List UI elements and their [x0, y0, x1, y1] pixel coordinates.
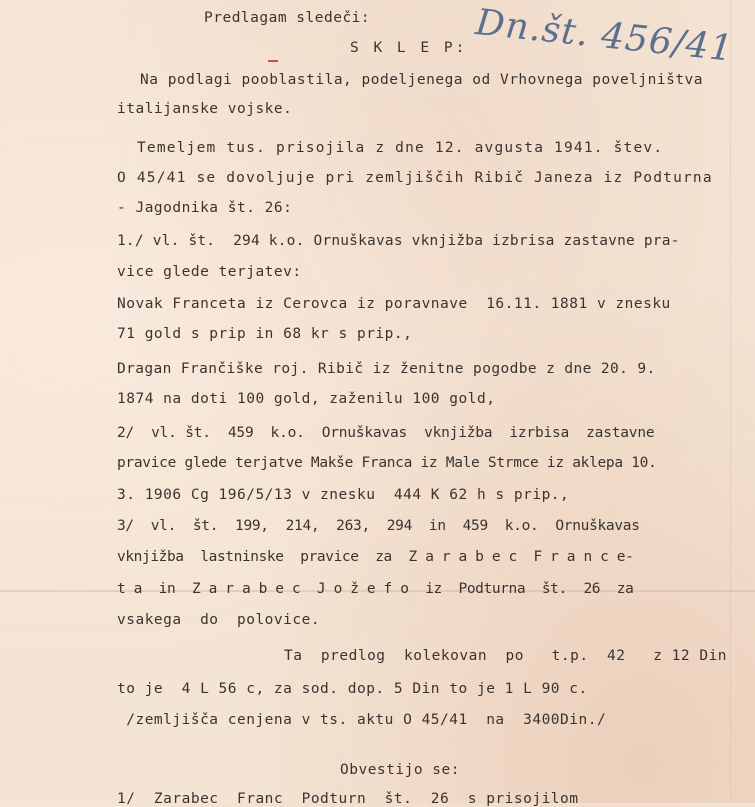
text-line: Obvestijo se:: [340, 762, 460, 778]
text-line: 3/ vl. št. 199, 214, 263, 294 in 459 k.o. Ornuškavas: [117, 518, 640, 534]
text-line: vsakega do polovice.: [117, 612, 321, 628]
paper-fold-vertical: [730, 0, 731, 803]
text-line: vice glede terjatev:: [117, 264, 302, 280]
text-line: 2/ vl. št. 459 k.o. Ornuškavas vknjižba izrbisa zastavne: [117, 425, 655, 441]
red-ink-mark: [268, 60, 278, 62]
text-line: Dragan Frančiške roj. Ribič iz ženitne pogodbe z dne 20. 9.: [117, 361, 656, 377]
text-line: 1/ Zarabec Franc Podturn št. 26 s prisojilom: [117, 791, 579, 807]
text-line: italijanske vojske.: [117, 101, 293, 117]
text-line: pravice glede terjatve Makše Franca iz Male Strmce iz aklepa 10.: [117, 455, 657, 471]
text-line: Na podlagi pooblastila, podeljenega od Vrhovnega poveljništva: [140, 72, 704, 88]
text-line: O 45/41 se dovoljuje pri zemljiščih Ribič Janeza iz Podturna: [117, 170, 713, 186]
text-line: Ta predlog kolekovan po t.p. 42 z 12 Din: [284, 648, 728, 664]
text-line: 1./ vl. št. 294 k.o. Ornuškavas vknjižba izbrisa zastavne pra-: [117, 233, 680, 249]
text-line: - Jagodnika št. 26:: [117, 200, 293, 216]
text-line: Novak Franceta iz Cerovca iz poravnave 16.11. 1881 v znesku: [117, 296, 671, 312]
text-line: 3. 1906 Cg 196/5/13 v znesku 444 K 62 h s prip.,: [117, 487, 570, 503]
text-line: to je 4 L 56 c, za sod. dop. 5 Din to je 1 L 90 c.: [117, 681, 588, 697]
handwritten-case-number: Dn.št. 456/41: [473, 2, 736, 70]
document-heading: Predlagam sledeči:: [204, 10, 371, 26]
text-line: Temeljem tus. prisojila z dne 12. avgusta 1941. štev.: [137, 140, 664, 156]
text-line: t a in Z a r a b e c J o ž e f o iz Podturna št. 26 za: [117, 581, 634, 597]
document-title: S K L E P:: [350, 40, 468, 56]
text-line: 1874 na doti 100 gold, zaženilu 100 gold,: [117, 391, 496, 407]
text-line: vknjižba lastninske pravice za Z a r a b e c F r a n c e-: [117, 549, 634, 565]
text-line: /zemljišča cenjena v ts. aktu O 45/41 na 3400Din./: [117, 712, 607, 728]
text-line: 71 gold s prip in 68 kr s prip.,: [117, 326, 413, 342]
